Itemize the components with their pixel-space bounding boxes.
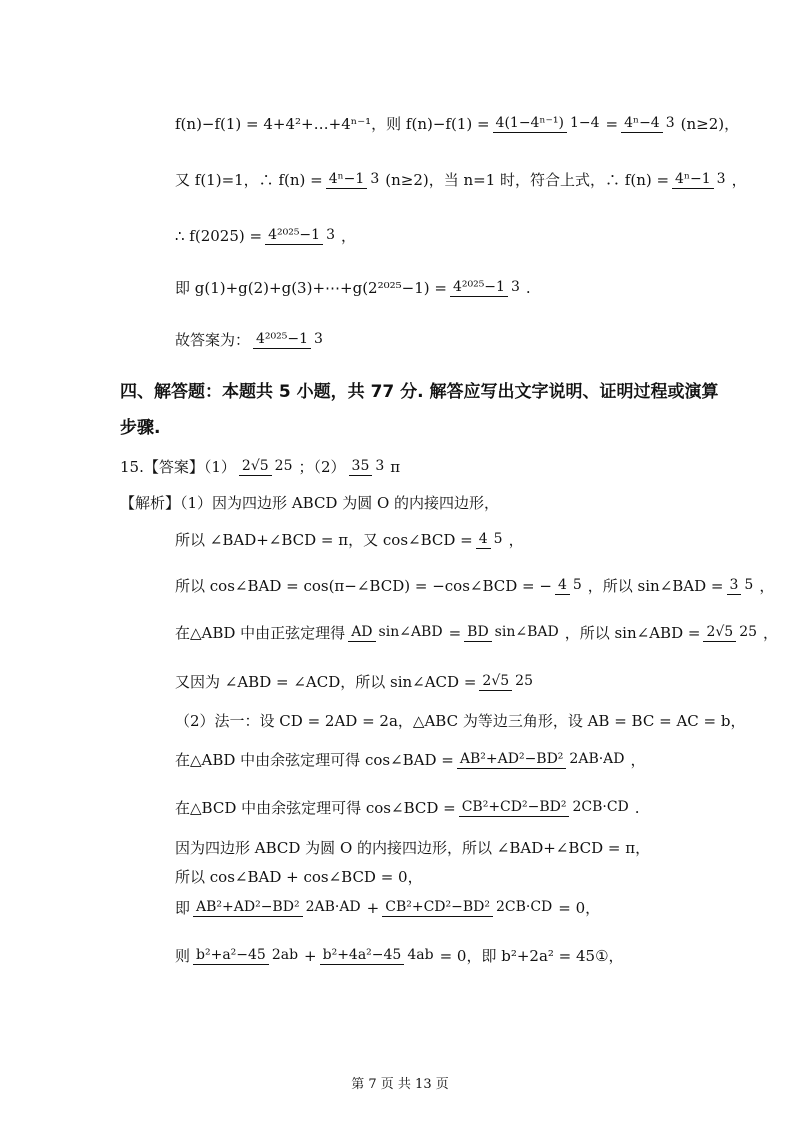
q15-analysis-heading: 【解析】（1）因为四边形 ABCD 为圆 O 的内接四边形， bbox=[120, 494, 500, 512]
fraction bbox=[727, 577, 757, 595]
q15-line-p9: 所以 cos∠BAD + cos∠BCD = 0， bbox=[175, 868, 423, 886]
numerator: 4 bbox=[555, 577, 570, 595]
numerator: 4²⁰²⁵−1 bbox=[253, 331, 311, 349]
fraction bbox=[459, 799, 632, 817]
text: ；（2） bbox=[298, 458, 346, 476]
numerator: 4²⁰²⁵−1 bbox=[265, 227, 323, 245]
fraction bbox=[555, 577, 585, 595]
text: = bbox=[448, 624, 462, 642]
text: 又因为 ∠ABD = ∠ACD，所以 sin∠ACD = bbox=[175, 673, 477, 691]
numerator: AB²+AD²−BD² bbox=[457, 751, 567, 769]
denominator: 3 bbox=[510, 279, 520, 295]
denominator: 2CB·CD bbox=[572, 799, 629, 815]
numerator: 2√5 bbox=[479, 673, 512, 691]
text: f(n)−f(1) = 4+4²+…+4ⁿ⁻¹，则 f(n)−f(1) = bbox=[175, 115, 490, 133]
text: ，所以 sin∠BAD = bbox=[587, 577, 724, 595]
text: ， bbox=[731, 171, 747, 189]
text: 在△ABD 中由正弦定理得 bbox=[175, 624, 346, 642]
text: 所以 cos∠BAD = cos(π−∠BCD) = −cos∠BCD = − bbox=[175, 577, 552, 595]
text: 在△BCD 中由余弦定理可得 cos∠BCD = bbox=[175, 799, 456, 817]
numerator: AD bbox=[348, 624, 375, 642]
denominator: 25 bbox=[515, 673, 533, 689]
prev-line-5 bbox=[175, 330, 329, 350]
denominator: 2AB·AD bbox=[305, 899, 361, 915]
text: (n≥2)， bbox=[680, 115, 740, 133]
denominator: 3 bbox=[314, 331, 323, 347]
text: 所以 ∠BAD+∠BCD = π，又 cos∠BCD = bbox=[175, 531, 473, 549]
numerator: BD bbox=[464, 624, 492, 642]
text: = bbox=[605, 115, 619, 133]
text: (n≥2)，当 n=1 时，符合上式，∴ f(n) = bbox=[385, 171, 670, 189]
prev-line-3 bbox=[175, 226, 356, 246]
denominator: 3 bbox=[716, 171, 726, 187]
text: ， bbox=[630, 751, 646, 769]
numerator: 2√5 bbox=[703, 624, 736, 642]
prev-line-4 bbox=[175, 278, 531, 298]
numerator: 4(1−4ⁿ⁻¹) bbox=[493, 115, 567, 133]
denominator: 3 bbox=[326, 227, 335, 243]
denominator: 5 bbox=[744, 577, 754, 593]
text: 在△ABD 中由余弦定理可得 cos∠BAD = bbox=[175, 751, 454, 769]
numerator: 35 bbox=[349, 458, 373, 476]
numerator: b²+4a²−45 bbox=[320, 947, 405, 965]
fraction bbox=[320, 947, 437, 965]
prev-line-1 bbox=[175, 114, 739, 134]
fraction bbox=[464, 624, 562, 642]
numerator: CB²+CD²−BD² bbox=[382, 899, 493, 917]
q15-line-p1 bbox=[175, 530, 524, 550]
text: ， bbox=[759, 577, 775, 595]
fraction bbox=[621, 115, 678, 133]
text: 则 bbox=[175, 947, 191, 965]
denominator: 25 bbox=[739, 624, 758, 640]
fraction bbox=[253, 331, 326, 349]
numerator: 4ⁿ−4 bbox=[621, 115, 663, 133]
fraction bbox=[450, 279, 523, 297]
numerator: 2√5 bbox=[239, 458, 272, 476]
text: = 0，即 b²+2a² = 45①， bbox=[439, 947, 624, 965]
q15-line-p10 bbox=[175, 898, 600, 918]
denominator: 4ab bbox=[407, 947, 434, 963]
answer-label: 15.【答案】（1） bbox=[120, 458, 236, 476]
q15-line-p11 bbox=[175, 946, 624, 966]
denominator: 2AB·AD bbox=[569, 751, 625, 767]
denominator: 3 bbox=[370, 171, 380, 187]
denominator: 2CB·CD bbox=[495, 899, 553, 915]
text: . bbox=[525, 279, 531, 297]
numerator: CB²+CD²−BD² bbox=[459, 799, 570, 817]
denominator: 2ab bbox=[271, 947, 299, 963]
text: π bbox=[390, 458, 401, 476]
text: ， bbox=[341, 227, 357, 245]
prev-line-2 bbox=[175, 170, 747, 190]
fraction bbox=[493, 115, 603, 133]
text: + bbox=[366, 899, 380, 917]
numerator: AB²+AD²−BD² bbox=[193, 899, 303, 917]
text: 即 g(1)+g(2)+g(3)+⋯+g(2²⁰²⁵−1) = bbox=[175, 279, 447, 297]
fraction bbox=[703, 624, 760, 642]
text: 又 f(1)=1，∴ f(n) = bbox=[175, 171, 323, 189]
fraction bbox=[239, 458, 296, 476]
text: 即 bbox=[175, 899, 191, 917]
fraction bbox=[479, 673, 536, 691]
denominator: 3 bbox=[665, 115, 675, 131]
text: ，所以 sin∠ABD = bbox=[564, 624, 701, 642]
fraction bbox=[193, 899, 364, 917]
denominator: sin∠BAD bbox=[494, 624, 559, 640]
page-footer: 第 7 页 共 13 页 bbox=[351, 1077, 449, 1092]
q15-answer bbox=[120, 457, 400, 477]
numerator: 4²⁰²⁵−1 bbox=[450, 279, 508, 297]
fraction bbox=[382, 899, 555, 917]
text: ∴ f(2025) = bbox=[175, 227, 263, 245]
q15-line-p3 bbox=[175, 623, 778, 643]
numerator: 3 bbox=[727, 577, 742, 595]
numerator: 4ⁿ−1 bbox=[326, 171, 368, 189]
text: ， bbox=[508, 531, 524, 549]
fraction bbox=[457, 751, 628, 769]
q15-line-p5: （2）法一：设 CD = 2AD = 2a，△ABC 为等边三角形，设 AB = BC = AC = b， bbox=[175, 712, 746, 730]
q15-line-p7 bbox=[175, 798, 640, 818]
fraction bbox=[349, 458, 388, 476]
denominator: 25 bbox=[274, 458, 293, 474]
fraction bbox=[193, 947, 301, 965]
section-heading-line-2: 步骤. bbox=[120, 418, 161, 438]
denominator: 5 bbox=[572, 577, 582, 593]
text: = 0， bbox=[558, 899, 601, 917]
fraction bbox=[672, 171, 729, 189]
denominator: sin∠ABD bbox=[378, 624, 443, 640]
q15-line-p2 bbox=[175, 576, 774, 596]
denominator: 3 bbox=[375, 458, 385, 474]
text: + bbox=[304, 947, 317, 965]
q15-line-p8: 因为四边形 ABCD 为圆 O 的内接四边形，所以 ∠BAD+∠BCD = π， bbox=[175, 839, 651, 857]
text: ， bbox=[763, 624, 779, 642]
fraction bbox=[476, 531, 506, 549]
numerator: 4 bbox=[476, 531, 491, 549]
numerator: 4ⁿ−1 bbox=[672, 171, 714, 189]
fraction bbox=[348, 624, 445, 642]
q15-line-p6 bbox=[175, 750, 646, 770]
fraction bbox=[326, 171, 383, 189]
text: . bbox=[634, 799, 640, 817]
section-heading-line-1: 四、解答题：本题共 5 小题，共 77 分. 解答应写出文字说明、证明过程或演算 bbox=[120, 382, 719, 402]
text: 故答案为： bbox=[175, 331, 251, 349]
fraction bbox=[265, 227, 338, 245]
denominator: 1−4 bbox=[569, 115, 600, 131]
q15-line-p4 bbox=[175, 672, 539, 692]
numerator: b²+a²−45 bbox=[193, 947, 269, 965]
denominator: 5 bbox=[493, 531, 503, 547]
